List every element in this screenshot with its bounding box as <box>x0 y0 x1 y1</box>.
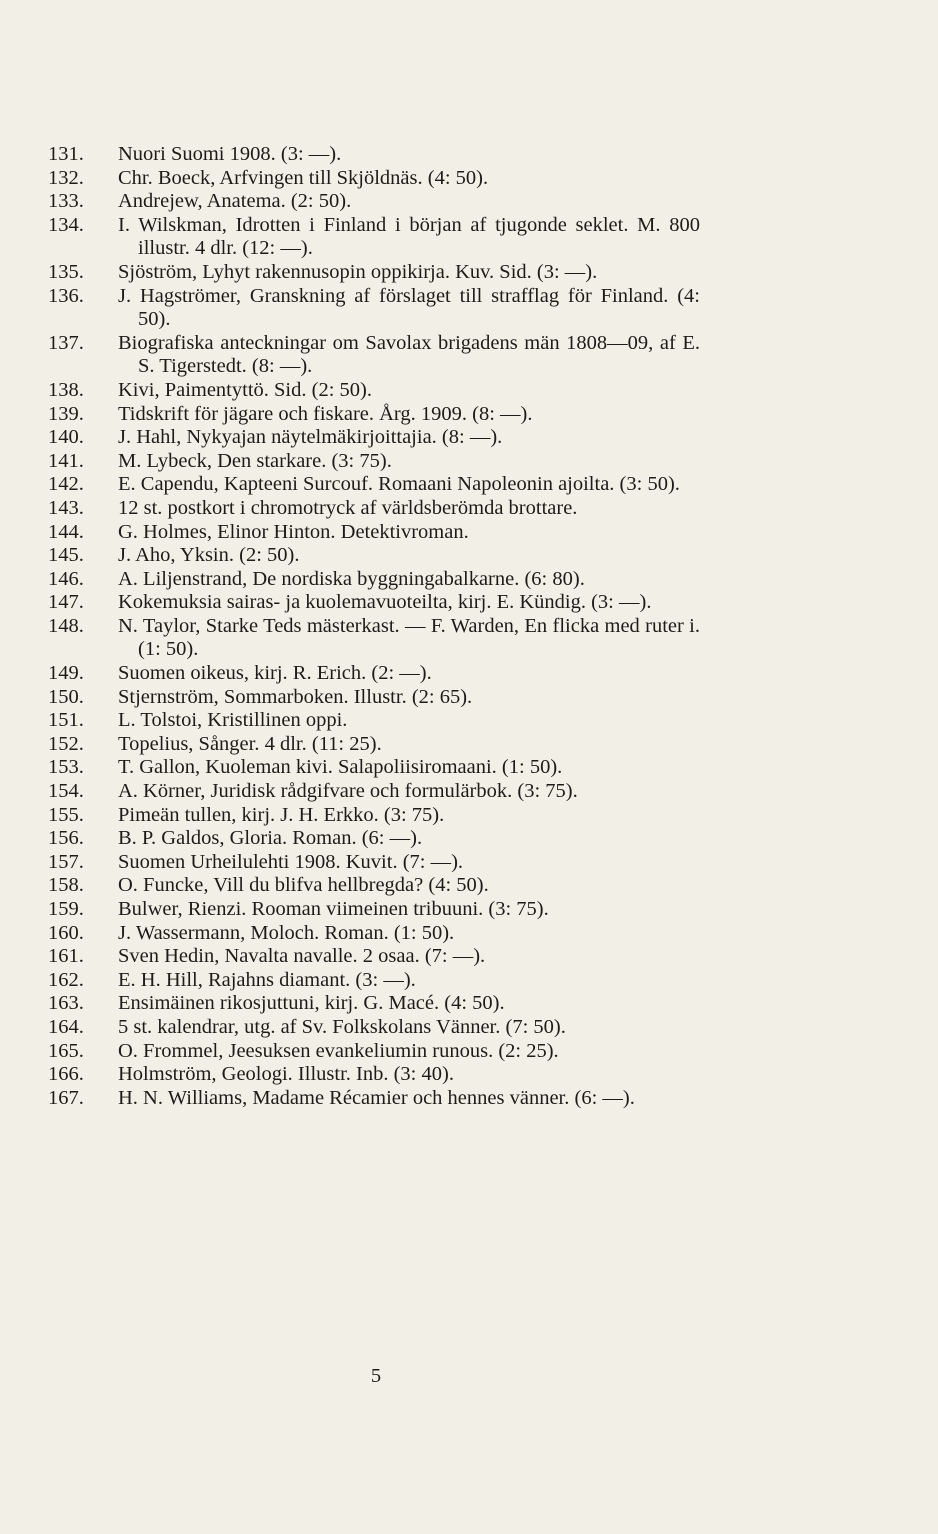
entry-number: 156. <box>48 827 84 850</box>
entry-text: Tidskrift för jägare och fiskare. Årg. 1909. (8: —). <box>118 402 533 425</box>
catalog-entry <box>48 1016 700 1040</box>
catalog-entry <box>48 473 700 497</box>
entry-text: M. Lybeck, Den starkare. (3: 75). <box>118 449 392 472</box>
catalog-entry <box>48 922 700 946</box>
entry-number: 142. <box>48 473 84 496</box>
entry-text: Chr. Boeck, Arfvingen till Skjöldnäs. (4: 50). <box>118 166 489 189</box>
catalog-entry <box>48 379 700 403</box>
entry-number: 139. <box>48 402 84 425</box>
entry-text: Pimeän tullen, kirj. J. H. Erkko. (3: 75). <box>118 803 445 826</box>
catalog-entry <box>48 190 700 214</box>
entry-text: Sjöström, Lyhyt rakennusopin oppikirja. Kuv. Sid. (3: —). <box>118 260 598 283</box>
entry-text: Nuori Suomi 1908. (3: —). <box>118 143 342 165</box>
entry-number: 144. <box>48 520 84 543</box>
entry-text: Kivi, Paimentyttö. Sid. (2: 50). <box>118 378 372 401</box>
entry-number: 132. <box>48 166 84 189</box>
entry-number: 136. <box>48 284 84 307</box>
page-number: 5 <box>370 1365 382 1387</box>
catalog-entry <box>48 733 700 757</box>
entry-text: J. Hagströmer, Granskning af förslaget till strafflag för Finland. (4: 50). <box>118 284 700 331</box>
entry-number: 160. <box>48 921 84 944</box>
entry-text: 12 st. postkort i chromotryck af världsberömda brottare. <box>118 496 578 519</box>
entry-text: A. Liljenstrand, De nordiska byggningabalkarne. (6: 80). <box>118 567 585 590</box>
catalog-entry <box>48 261 700 285</box>
catalog-entry <box>48 992 700 1016</box>
entry-text: J. Aho, Yksin. (2: 50). <box>118 544 300 567</box>
entry-number: 152. <box>48 732 84 755</box>
entry-text: Suomen Urheilulehti 1908. Kuvit. (7: —). <box>118 850 464 873</box>
entry-number: 150. <box>48 685 84 708</box>
entry-number: 162. <box>48 968 84 991</box>
catalog-entry <box>48 874 700 898</box>
entry-number: 153. <box>48 756 84 779</box>
entry-number: 166. <box>48 1063 84 1086</box>
catalog-entry <box>48 591 700 615</box>
entry-number: 135. <box>48 260 84 283</box>
entry-number: 149. <box>48 662 84 685</box>
entry-number: 146. <box>48 567 84 590</box>
entry-text: G. Holmes, Elinor Hinton. Detektivroman. <box>118 520 469 543</box>
catalog-entry <box>48 662 700 686</box>
entry-number: 145. <box>48 544 84 567</box>
entry-text: B. P. Galdos, Gloria. Roman. (6: —). <box>118 827 423 850</box>
catalog-entry <box>48 403 700 427</box>
catalog-entry <box>48 709 700 733</box>
entry-number: 158. <box>48 874 84 897</box>
catalog-entry <box>48 167 700 191</box>
catalog-entry <box>48 450 700 474</box>
catalog-entry <box>48 756 700 780</box>
entry-number: 147. <box>48 591 84 614</box>
entry-number: 148. <box>48 614 84 637</box>
entry-number: 167. <box>48 1086 84 1109</box>
entry-number: 137. <box>48 331 84 354</box>
entry-text: Ensimäinen rikosjuttuni, kirj. G. Macé. (4: 50). <box>118 992 505 1015</box>
catalog-entry <box>48 426 700 450</box>
catalog-entry <box>48 827 700 851</box>
entry-text: J. Wassermann, Moloch. Roman. (1: 50). <box>118 921 455 944</box>
entry-text: A. Körner, Juridisk rådgifvare och formulärbok. (3: 75). <box>118 780 578 803</box>
catalog-entry <box>48 544 700 568</box>
entry-text: Bulwer, Rienzi. Rooman viimeinen tribuuni. (3: 75). <box>118 898 549 920</box>
entry-text: Andrejew, Anatema. (2: 50). <box>118 190 352 213</box>
entry-text: Topelius, Sånger. 4 dlr. (11: 25). <box>118 732 382 755</box>
catalog-entry <box>48 1087 700 1111</box>
catalog-entry <box>48 285 700 332</box>
entry-text: Suomen oikeus, kirj. R. Erich. (2: —). <box>118 662 432 685</box>
entry-number: 165. <box>48 1039 84 1062</box>
catalog-entry <box>48 521 700 545</box>
entry-text: J. Hahl, Nykyajan näytelmäkirjoittajia. (8: —). <box>118 426 503 449</box>
entry-text: T. Gallon, Kuoleman kivi. Salapoliisiromaani. (1: 50). <box>118 756 563 779</box>
entry-number: 141. <box>48 449 84 472</box>
entry-number: 138. <box>48 378 84 401</box>
entry-number: 164. <box>48 1015 84 1038</box>
entry-text: E. H. Hill, Rajahns diamant. (3: —). <box>118 968 416 991</box>
entry-number: 154. <box>48 780 84 803</box>
catalog-entry <box>48 615 700 662</box>
catalog-entry <box>48 945 700 969</box>
entry-number: 151. <box>48 709 84 732</box>
catalog-entry <box>48 898 700 922</box>
entry-number: 163. <box>48 992 84 1015</box>
entry-text: Sven Hedin, Navalta navalle. 2 osaa. (7: —). <box>118 945 486 968</box>
catalog-entry <box>48 851 700 875</box>
entry-number: 161. <box>48 945 84 968</box>
catalog-entry <box>48 804 700 828</box>
catalog-entry <box>48 497 700 521</box>
entry-text: I. Wilskman, Idrotten i Finland i början af tjugonde seklet. M. 800 illustr. 4 dlr. (12: —). <box>118 213 700 260</box>
entry-number: 159. <box>48 898 84 920</box>
catalog-entry <box>48 686 700 710</box>
catalog-entry <box>48 1063 700 1087</box>
entry-text: H. N. Williams, Madame Récamier och hennes vänner. (6: —). <box>118 1086 635 1109</box>
entry-text: O. Frommel, Jeesuksen evankeliumin runous. (2: 25). <box>118 1039 559 1062</box>
entry-number: 155. <box>48 803 84 826</box>
entry-text: Holmström, Geologi. Illustr. Inb. (3: 40). <box>118 1063 454 1086</box>
entry-number: 157. <box>48 850 84 873</box>
catalog-entry-list <box>48 143 700 1110</box>
entry-text: 5 st. kalendrar, utg. af Sv. Folkskolans Vänner. (7: 50). <box>118 1015 566 1038</box>
catalog-entry <box>48 214 700 261</box>
catalog-entry <box>48 1040 700 1064</box>
entry-number: 134. <box>48 213 84 236</box>
catalog-entry <box>48 143 700 167</box>
entry-text: Kokemuksia sairas- ja kuolemavuoteilta, kirj. E. Kündig. (3: —). <box>118 591 652 614</box>
catalog-entry <box>48 332 700 379</box>
entry-text: Biografiska anteckningar om Savolax brigadens män 1808—09, af E. S. Tigerstedt. (8: —). <box>118 331 700 378</box>
entry-text: L. Tolstoi, Kristillinen oppi. <box>118 709 348 732</box>
entry-text: Stjernström, Sommarboken. Illustr. (2: 65). <box>118 685 473 708</box>
catalog-entry <box>48 568 700 592</box>
entry-number: 143. <box>48 496 84 519</box>
entry-number: 131. <box>48 143 84 165</box>
entry-text: E. Capendu, Kapteeni Surcouf. Romaani Napoleonin ajoilta. (3: 50). <box>118 473 680 496</box>
entry-text: N. Taylor, Starke Teds mästerkast. — F. Warden, En flicka med ruter i. (1: 50). <box>118 614 700 661</box>
catalog-entry <box>48 780 700 804</box>
entry-text: O. Funcke, Vill du blifva hellbregda? (4: 50). <box>118 874 489 897</box>
entry-number: 133. <box>48 190 84 213</box>
entry-number: 140. <box>48 426 84 449</box>
catalog-entry <box>48 969 700 993</box>
